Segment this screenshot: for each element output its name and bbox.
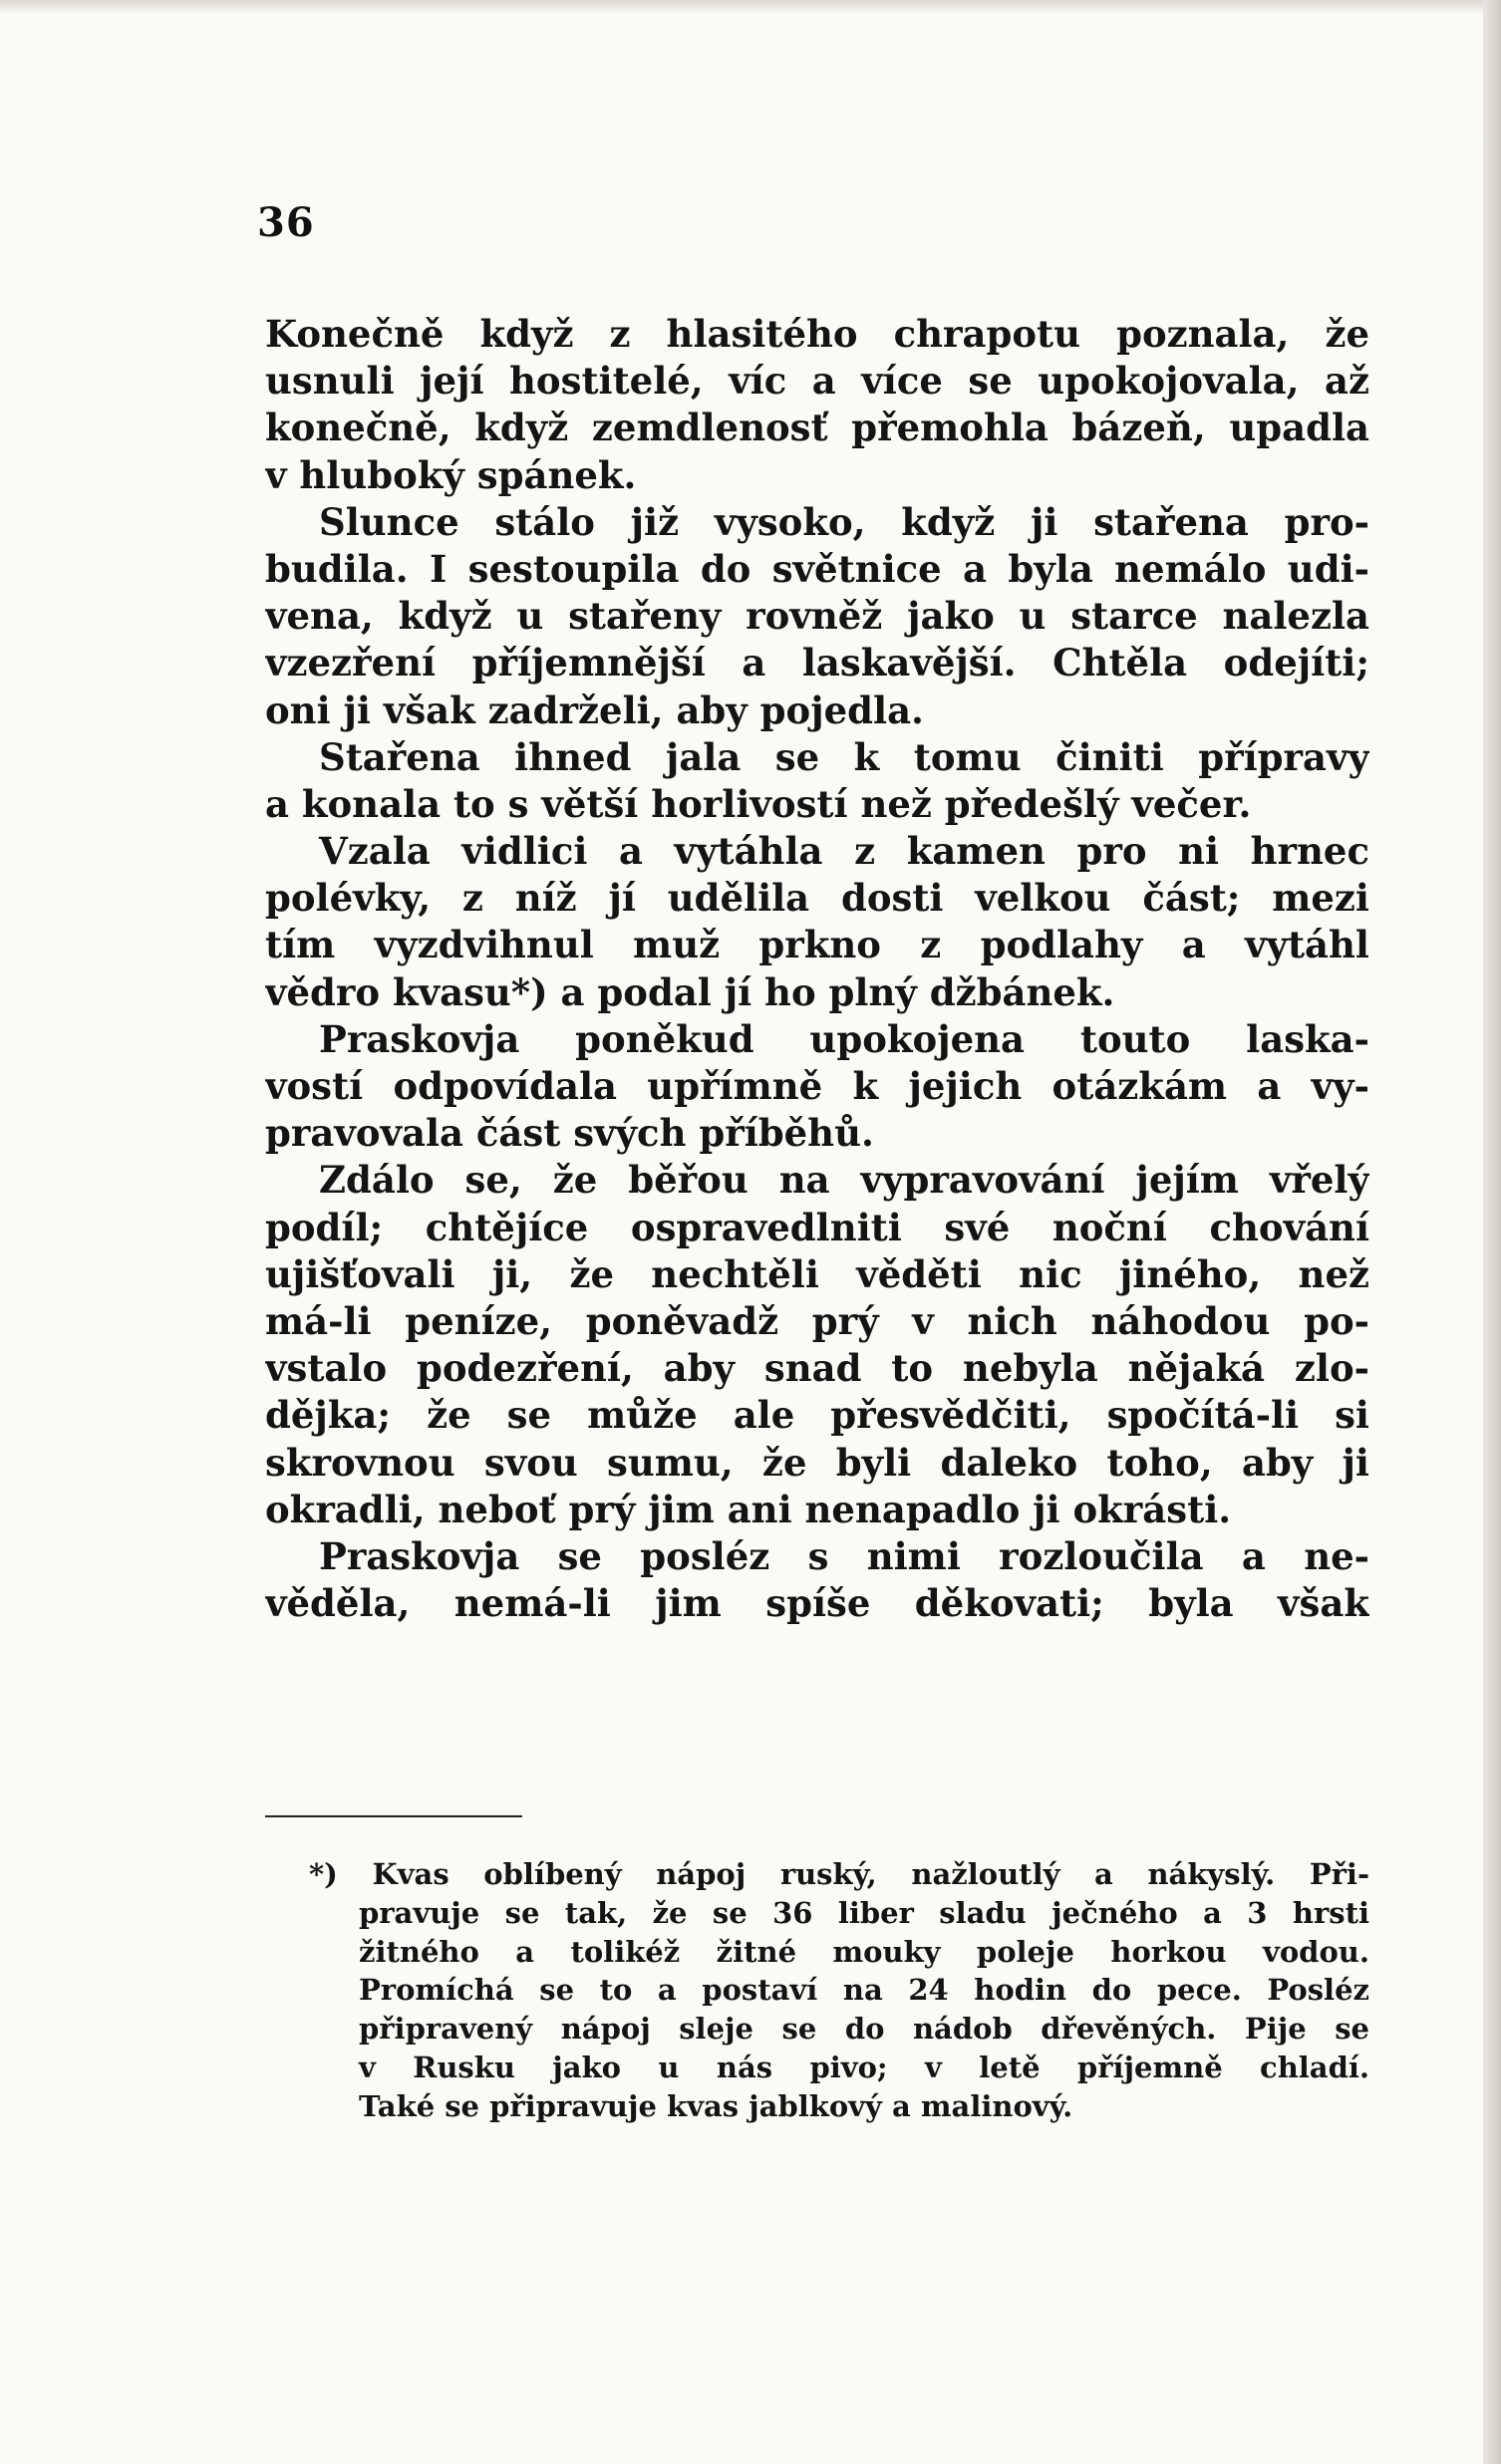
- body-line: ujišťovali ji, že nechtěli věděti nic jiného, než: [265, 1251, 1369, 1296]
- footnote-divider: [265, 1815, 522, 1817]
- body-line: skrovnou svou sumu, že byli daleko toho, aby ji: [265, 1440, 1369, 1485]
- body-line: vostí odpovídala upřímně k jejich otázkám a vy-: [265, 1064, 1369, 1108]
- footnote-line: Také se připravuje kvas jablkový a malinový.: [359, 2088, 1073, 2123]
- footnote-line: Promíchá se to a postaví na 24 hodin do pece. Posléz: [359, 1973, 1369, 2008]
- page-number: 36: [257, 199, 315, 246]
- body-line: Zdálo se, že běřou na vypravování jejím vřelý: [319, 1158, 1369, 1203]
- footnote-line: připravený nápoj sleje se do nádob dřevěných. Pije se: [359, 2012, 1369, 2047]
- body-line: Praskovja poněkud upokojena touto laska-: [319, 1016, 1369, 1061]
- footnote-line: pravuje se tak, že se 36 liber sladu ječného a 3 hrsti: [359, 1895, 1369, 1930]
- body-line: polévky, z níž jí udělila dosti velkou část; mezi: [265, 876, 1369, 921]
- body-line: Stařena ihned jala se k tomu činiti přípravy: [319, 734, 1369, 779]
- scan-edge-top: [0, 0, 1501, 14]
- body-line: Konečně když z hlasitého chrapotu poznala, že: [265, 312, 1369, 356]
- body-text: [265, 311, 1369, 1627]
- scan-edge-right: [1483, 0, 1501, 2464]
- body-line: okradli, neboť prý jim ani nenapadlo ji okrásti.: [265, 1487, 1232, 1531]
- body-line: budila. I sestoupila do světnice a byla nemálo udi-: [265, 546, 1369, 591]
- body-line: podíl; chtějíce ospravedlniti své noční chování: [265, 1205, 1369, 1249]
- body-line: vzezření příjemnější a laskavější. Chtěla odejíti;: [265, 641, 1369, 685]
- body-line: pravovala část svých příběhů.: [265, 1111, 874, 1156]
- body-line: má-li peníze, poněvadž prý v nich náhodou po-: [265, 1298, 1369, 1343]
- body-line: v hluboký spánek.: [265, 452, 637, 497]
- body-line: oni ji však zadrželi, aby pojedla.: [265, 687, 924, 732]
- body-line: a konala to s větší horlivostí než předešlý večer.: [265, 781, 1252, 826]
- body-line: vědro kvasu*) a podal jí ho plný džbánek.: [265, 969, 1115, 1014]
- footnote: [309, 1855, 1369, 2126]
- body-line: Vzala vidlici a vytáhla z kamen pro ni hrnec: [319, 829, 1369, 874]
- body-line: vstalo podezření, aby snad to nebyla nějaká zlo-: [265, 1346, 1369, 1391]
- body-line: Slunce stálo již vysoko, když ji stařena pro-: [319, 499, 1369, 544]
- body-line: konečně, když zemdlenosť přemohla bázeň, upadla: [265, 406, 1369, 450]
- footnote-line: v Rusku jako u nás pivo; v letě příjemně chladí.: [359, 2050, 1369, 2084]
- body-line: Praskovja se posléz s nimi rozloučila a ne-: [319, 1533, 1369, 1578]
- footnote-line: žitného a tolikéž žitné mouky poleje horkou vodou.: [359, 1934, 1369, 1969]
- body-line: tím vyzdvihnul muž prkno z podlahy a vytáhl: [265, 923, 1369, 967]
- body-line: věděla, nemá-li jim spíše děkovati; byla však: [265, 1581, 1369, 1626]
- body-line: dějka; že se může ale přesvědčiti, spočítá-li si: [265, 1393, 1369, 1438]
- body-line: usnuli její hostitelé, víc a více se upokojovala, až: [265, 359, 1369, 404]
- footnote-line: *) Kvas oblíbený nápoj ruský, nažloutlý a nákyslý. Při-: [309, 1857, 1369, 1891]
- body-line: vena, když u stařeny rovněž jako u starce nalezla: [265, 594, 1369, 639]
